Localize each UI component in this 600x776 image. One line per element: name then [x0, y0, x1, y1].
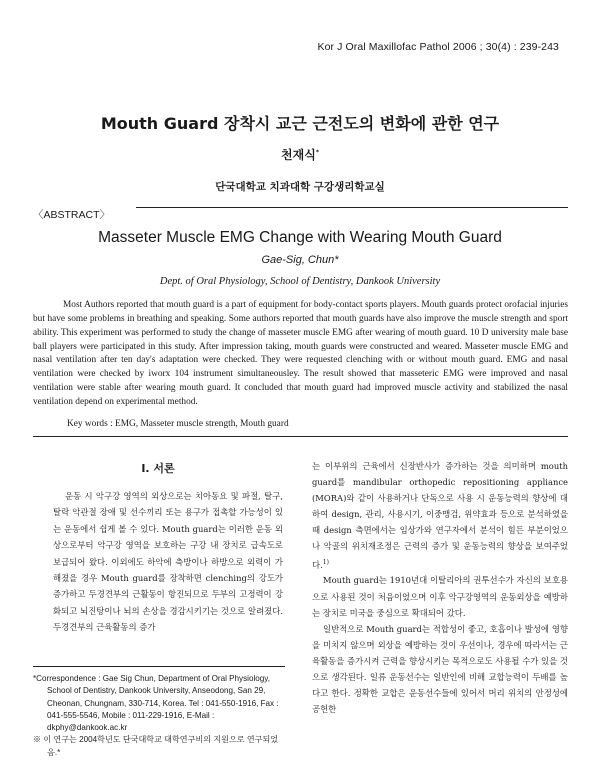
korean-title: Mouth Guard 장착시 교근 근전도의 변화에 관한 연구: [100, 114, 500, 133]
footnotes: [33, 673, 285, 759]
korean-affiliation: 단국대학교 치과대학 구강생리학교실: [215, 181, 385, 193]
divider-top: [136, 207, 568, 208]
funding-footnote: ※ 이 연구는 2004학년도 단국대학교 대학연구비의 지원으로 연구되었음.*: [33, 735, 279, 757]
korean-author-name: 천재식: [281, 148, 316, 162]
english-title: Masseter Muscle EMG Change with Wearing Mouth Guard: [98, 229, 502, 246]
korean-author: [0, 146, 600, 163]
intro-paragraph-text: 는 이부위의 근육에서 신장반사가 증가하는 것을 의미하며 mouth guard를 mandibular orthopedic repositioning appliance (MORA)와 같이 사용하거나 단독으로 사용 시 운동능력의 향상에 대하여 design, 관리, 사용시기, 이중맹검, 위약효과 등으로 분석하였을 때 design 측면에서는 임상가와 연구자에서 분석이 힘든 부분이었으나 악골의 위치재조정은 근력의 증가 및 운동능력의 향상을 보여주었다.: [312, 461, 568, 570]
intro-right-column: [312, 458, 568, 717]
keywords: Key words : EMG, Masseter muscle strength, Mouth guard: [67, 419, 289, 429]
citation-ref: 1): [322, 558, 329, 566]
abstract-body: Most Authors reported that mouth guard is a part of equipment for body-contact sports players. Mouth guards protect orofacial injuries but have some problems in breathing and speaking. Some authors reported that mouth guards have also improve the muscle strength and sport ability. This experiment was performed to study the change of masseter muscle EMG after wearing of mouth guard. 10 D university male base ball players were participated in this study. After impression taking, mouth guards were constructed and weared. Masseter muscle EMG and nasal ventilation after ten day's adaptation were checked. They were requested clenching with or without mouth guard. EMG and nasal ventilation were checked by iworx 104 instrument simultaneousley. The result showed that masseteric EMG were improved and nasal ventilation were stable after wearing mouth guard. It concluded that mouth guard had improved muscle activity and stabilized the nasal ventilation depend on experimental method.: [33, 300, 568, 407]
author-mark: *: [315, 149, 319, 156]
journal-reference: Kor J Oral Maxillofac Pathol 2006 ; 30(4) : 239-243: [317, 41, 559, 53]
intro-paragraph: 일반적으로 Mouth guard는 적합성이 좋고, 호흡이나 발성에 영향을 미치지 않으며 외상을 예방하는 것이 우선이나, 경우에 따라서는 근육활동을 증가시켜 근력을 향상시키는 목적으로도 사용될 수가 있을 것으로 생각된다. 일류 운동선수는 일반인에 비해 교합능력이 두배를 높다고 한다. 정확한 교합은 운동선수들에 있어서 머리 위치의 안정성에 공헌한: [312, 623, 568, 715]
intro-left-column: 운동 시 악구강 영역의 외상으로는 치아동요 및 파절, 탈구, 탈락 악관절 장애 및 선수끼리 또는 용구가 접촉할 가능성이 있는 운동에서 쉽게 볼 수 있다. Mouth guard는 이러한 운동 외상으로부터 악구강 영역을 보호하는 구강 내 장치로 급속도로 보급되어 왔다. 이외에도 하악에 측방이나 하방으로 외력이 가해졌을 경우 Mouth guard를 장착하면 clenching의 강도가 증가하고 두경견부의 근활동이 항진되므로 두부의 고정력이 강화되고 뇌진탕이나 뇌의 손상을 경감시키기는 것으로 알려졌다. 두경견부의 근육활동의 증가: [53, 491, 283, 633]
abstract-label: 〈ABSTRACT〉: [33, 209, 111, 221]
english-author: Gae-Sig, Chun*: [261, 254, 339, 266]
footnote-divider: [33, 666, 285, 667]
section-heading-introduction: I. 서론: [141, 462, 175, 475]
intro-paragraph: [312, 458, 568, 572]
divider-keywords: [33, 436, 568, 437]
intro-paragraph: Mouth guard는 1910년대 이탈리아의 권투선수가 자신의 보호용으로 사용된 것이 처음이었으며 이후 악구강영역의 운동외상을 예방하는 장치로 미국을 중심으로 확대되어 갔다.: [312, 575, 568, 618]
english-affiliation: Dept. of Oral Physiology, School of Dentistry, Dankook University: [159, 276, 441, 287]
correspondence-footnote: *Correspondence : Gae Sig Chun, Department of Oral Physiology, School of Dentistry, Dankook University, Anseodong, San 29, Cheonan, Chungnam, 330-714, Korea. Tel : 041-550-1916, Fax : 041-555-5546, Mobile : 011-229-1916, E-Mail : dkphy@dankook.ac.kr: [33, 674, 279, 733]
